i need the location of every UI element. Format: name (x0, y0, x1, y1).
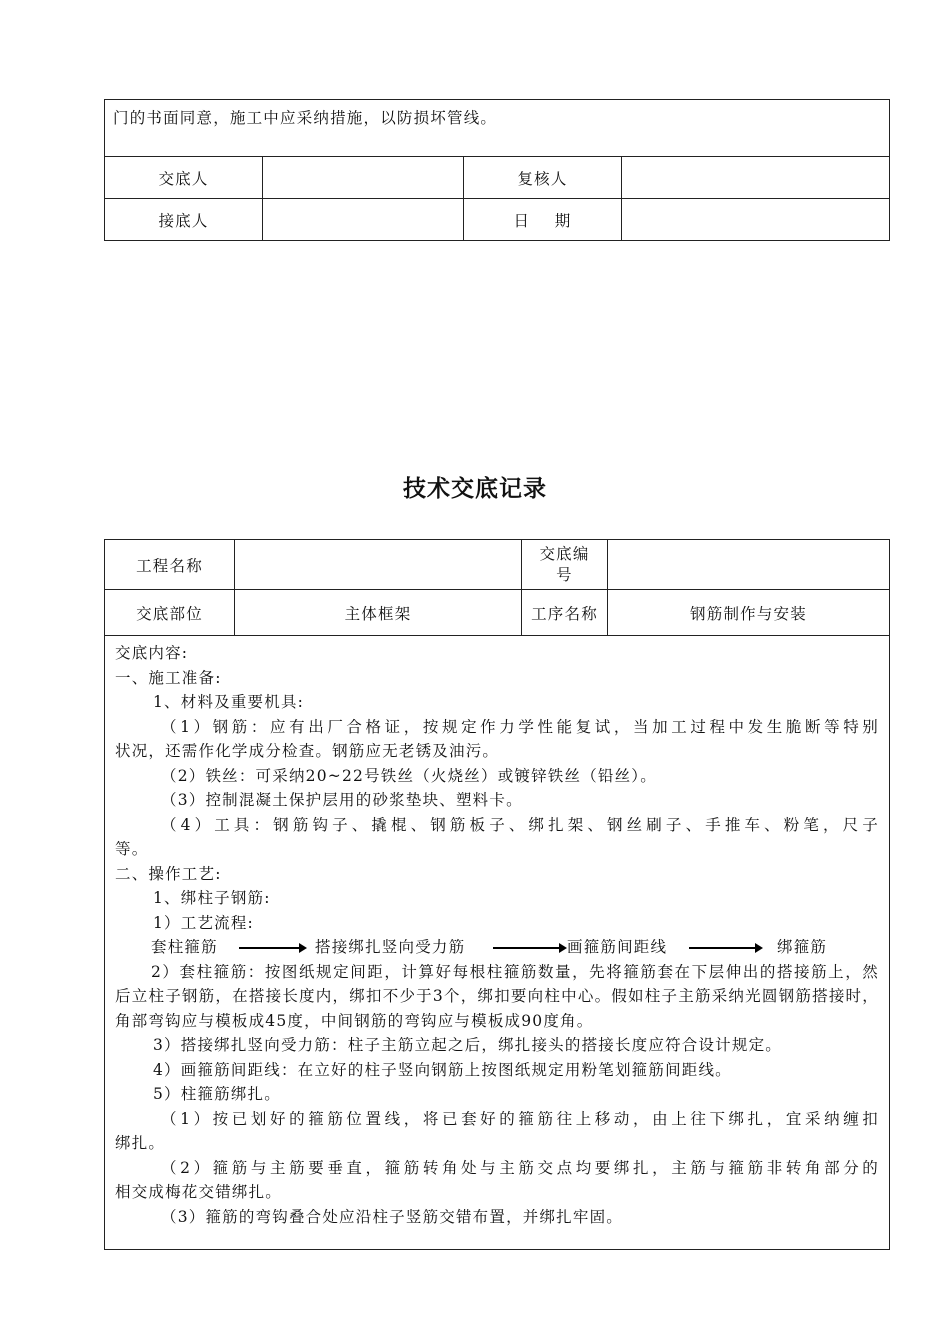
table-row (105, 199, 890, 241)
paragraph-line: （1）钢筋：应有出厂合格证，按规定作力学性能复试，当加工过程中发生脆断等特别 (161, 717, 879, 736)
paragraph-line: （4）工具：钢筋钩子、撬棍、钢筋板子、绑扎架、钢丝刷子、手推车、粉笔，尺子 (161, 815, 879, 834)
paragraph: 4）画箍筋间距线：在立好的柱子竖向钢筋上按图纸规定用粉笔划箍筋间距线。 (153, 1060, 732, 1079)
technical-disclosure-table (104, 539, 890, 1250)
receiver-label: 接底人 (105, 199, 263, 241)
discloser-label: 交底人 (105, 157, 263, 199)
process-name-value: 钢筋制作与安装 (608, 590, 890, 636)
paragraph-line: （3）箍筋的弯钩叠合处应沿柱子竖筋交错布置，并绑扎牢固。 (161, 1207, 623, 1226)
disclosure-number-value (608, 540, 890, 590)
project-name-label: 工程名称 (105, 540, 235, 590)
paragraph-line: 等。 (115, 840, 149, 858)
reviewer-label: 复核人 (464, 157, 622, 199)
table-row (105, 590, 890, 636)
receiver-value (263, 199, 464, 241)
project-name-value (235, 540, 522, 590)
flow-step: 绑箍筋 (777, 938, 828, 956)
paragraph: 2）套柱箍筋：按图纸规定间距，计算好每根柱箍筋数量，先将箍筋套在下层伸出的搭接筋上，然后立柱子钢筋，在搭接长度内，绑扣不少于3个，绑扣要向柱中心。假如柱子主筋采纳光圆钢筋搭接时，角部弯钩应与模板成45度，中间钢筋的弯钩应与模板成90度角。 (115, 962, 879, 1030)
table-row (105, 157, 890, 199)
date-value (622, 199, 890, 241)
disclosure-content (105, 636, 890, 1250)
number-label-line1: 交底编 (539, 544, 590, 563)
paragraph-line: （2）铁丝：可采纳20~22号铁丝（火烧丝）或镀锌铁丝（铅丝）。 (161, 766, 657, 785)
flow-arrow-icon (239, 947, 305, 949)
flow-arrow-icon (689, 947, 761, 949)
section-heading: 二、操作工艺: (115, 864, 222, 883)
disclosure-part-label: 交底部位 (105, 590, 235, 636)
discloser-value (263, 157, 464, 199)
process-flow (115, 935, 879, 960)
flow-step: 搭接绑扎竖向受力筋 (315, 938, 466, 956)
paragraph-line: 状况，还需作化学成分检查。钢筋应无老锈及油污。 (115, 742, 500, 760)
paragraph: 3）搭接绑扎竖向受力筋：柱子主筋立起之后，绑扎接头的搭接长度应符合设计规定。 (153, 1036, 782, 1054)
flow-title: 1）工艺流程: (153, 913, 254, 932)
handover-signature-table (104, 99, 890, 241)
section-heading: 一、施工准备: (115, 668, 222, 687)
continued-note: 门的书面同意，施工中应采纳措施，以防损坏管线。 (105, 100, 890, 157)
paragraph: 5）柱箍筋绑扎。 (153, 1085, 281, 1103)
date-label: 日 期 (464, 199, 622, 241)
flow-arrow-icon (493, 947, 565, 949)
process-name-label: 工序名称 (522, 590, 608, 636)
paragraph-line: 相交成梅花交错绑扎。 (115, 1183, 283, 1201)
paragraph-line: （1）按已划好的箍筋位置线，将已套好的箍筋往上移动，由上往下绑扎，宜采纳缠扣 (161, 1109, 879, 1128)
document-title: 技术交底记录 (403, 476, 547, 502)
flow-step: 套柱箍筋 (151, 938, 218, 956)
content-heading: 交底内容: (115, 644, 189, 662)
reviewer-value (622, 157, 890, 199)
subsection-heading: 1、绑柱子钢筋: (153, 889, 271, 907)
disclosure-number-label (522, 540, 608, 590)
table-row (105, 540, 890, 590)
number-label-line2: 号 (556, 565, 573, 584)
subsection-heading: 1、材料及重要机具: (153, 693, 305, 711)
flow-step: 画箍筋间距线 (567, 938, 668, 956)
disclosure-part-value: 主体框架 (235, 590, 522, 636)
paragraph-line: （3）控制混凝土保护层用的砂浆垫块、塑料卡。 (161, 791, 523, 809)
paragraph-line: （2）箍筋与主筋要垂直，箍筋转角处与主筋交点均要绑扎，主筋与箍筋非转角部分的 (161, 1158, 879, 1177)
paragraph-line: 绑扎。 (115, 1134, 166, 1152)
